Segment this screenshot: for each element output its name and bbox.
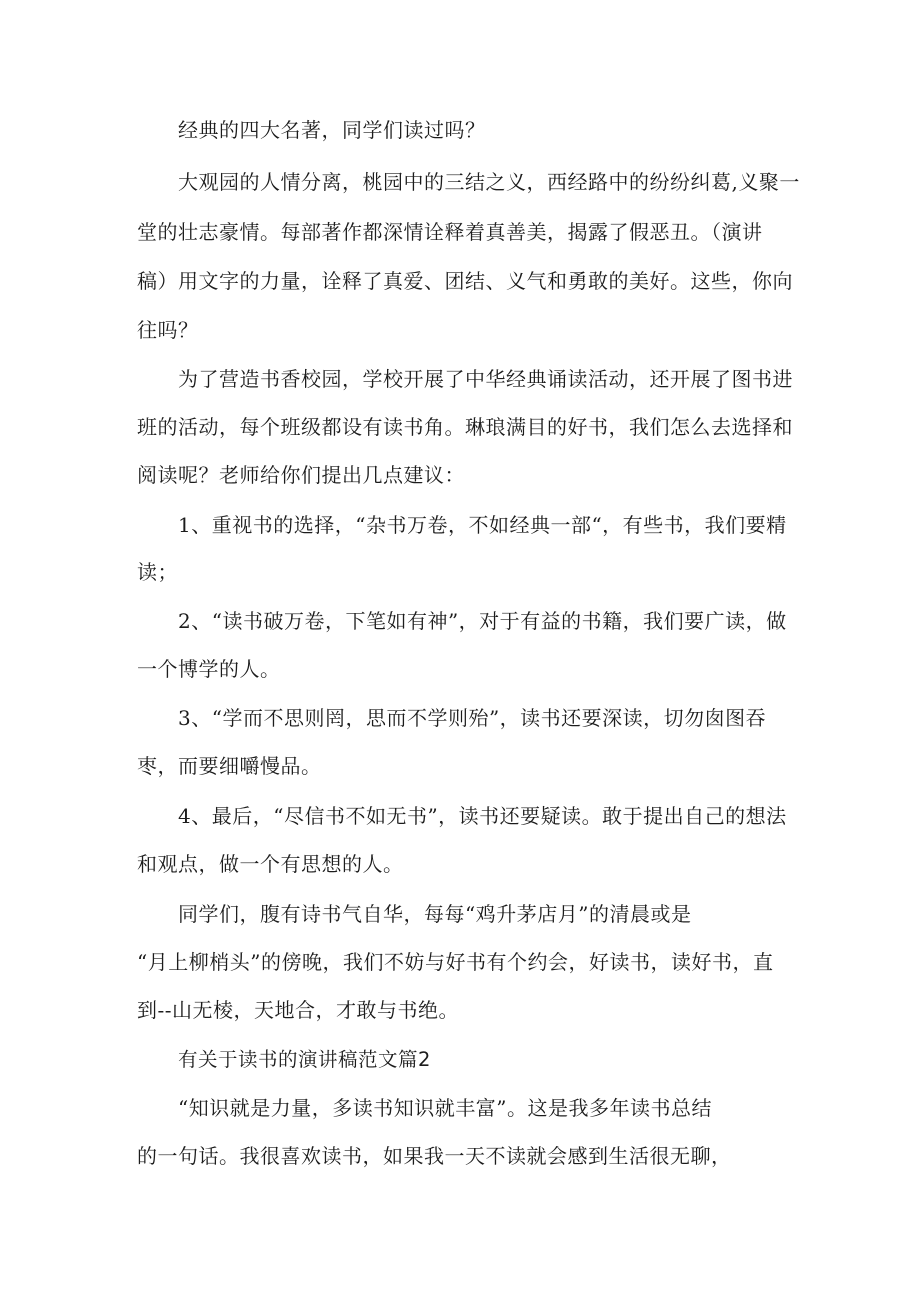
text-line-17: 同学们，腹有诗书气自华，每每“鸡升茅店月”的清晨或是 (178, 902, 692, 926)
text-line-19: 到--山无棱，天地合，才敢与书绝。 (137, 998, 460, 1022)
text-line-13: 3、“学而不思则罔，思而不学则殆”，读书还要深读，切勿囱图吞 (178, 706, 767, 730)
text-line-7: 班的活动，每个班级都设有读书角。琳琅满目的好书，我们怎么去选择和 (137, 415, 793, 439)
text-line-4: 稿）用文字的力量，诠释了真爱、团结、义气和勇敢的美好。这些，你向 (137, 269, 793, 293)
text-line-2: 大观园的人情分离，桃园中的三结之义，西经路中的纷纷纠葛,义聚一 (178, 170, 800, 194)
text-line-12: 一个博学的人。 (137, 657, 281, 681)
text-line-8: 阅读呢？老师给你们提出几点建议： (137, 463, 465, 487)
text-line-10: 读； (137, 560, 178, 584)
text-line-3: 堂的壮志豪情。每部著作都深情诠释着真善美，揭露了假恶丑。（演讲 (137, 220, 763, 244)
section-heading: 有关于读书的演讲稿范文篇2 (178, 1048, 431, 1071)
text-line-21: “知识就是力量，多读书知识就丰富”。这是我多年读书总结 (178, 1096, 712, 1120)
text-line-9: 1、重视书的选择，“杂书万卷，不如经典一部“，有些书，我们要精 (178, 513, 787, 537)
text-line-6: 为了营造书香校园，学校开展了中华经典诵读活动，还开展了图书进 (178, 367, 793, 391)
text-line-18: “月上柳梢头”的傍晚，我们不妨与好书有个约会，好读书，读好书，直 (137, 950, 774, 974)
text-line-16: 和观点，做一个有思想的人。 (137, 852, 404, 876)
text-line-14: 枣，而要细嚼慢品。 (137, 754, 322, 778)
text-line-15: 4、最后，“尽信书不如无书”，读书还要疑读。敢于提出自己的想法 (178, 804, 787, 828)
text-line-5: 往吗？ (137, 318, 199, 342)
text-line-22: 的一句话。我很喜欢读书，如果我一天不读就会感到生活很无聊， (137, 1144, 732, 1168)
text-line-1: 经典的四大名著，同学们读过吗？ (178, 118, 486, 142)
text-line-11: 2、“读书破万卷，下笔如有神”，对于有益的书籍，我们要广读，做 (178, 609, 787, 633)
